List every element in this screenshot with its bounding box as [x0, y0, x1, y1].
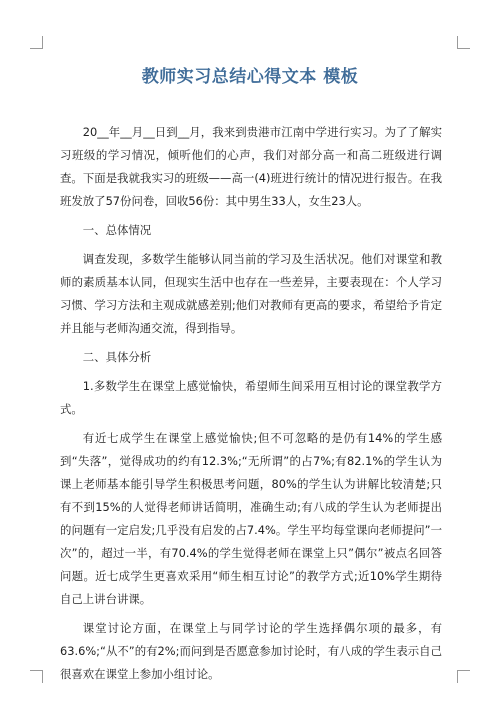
paragraph-point-1: 1.多数学生在课堂上感觉愉快，希望师生间采用互相讨论的课堂教学方式。: [60, 379, 442, 416]
section-heading-overview: 一、总体情况: [82, 223, 152, 237]
crop-mark-bottom-left: [30, 670, 43, 683]
crop-mark-top-left: [30, 36, 43, 49]
document-title: 教师实习总结心得文本 模板: [141, 67, 359, 87]
crop-mark-top-right: [457, 36, 470, 49]
paragraph-classroom-discussion: 课堂讨论方面，在课堂上与同学讨论的学生选择偶尔项的最多，有63.6%;“从不”的有2%;而问到是否愿意参加讨论时，有八成的学生表示自己很喜欢在课堂上参加小组讨论。: [60, 621, 442, 681]
crop-mark-bottom-right: [457, 670, 470, 683]
paragraph-classroom-feelings: 有近七成学生在课堂上感觉愉快;但不可忽略的是仍有14%的学生感到“失落”，觉得成功的约有12.3%;“无所谓”的占7%;有82.1%的学生认为课上老师基本能引导学生积极思考问题，80%的学生认为讲解比较清楚;只有不到15%的人觉得老师讲话简明，准确生动;有八成的学生认为老师提出的问题有一定启发;几乎没有启发的占7.4%。学生平均每堂课向老师提问”一次”的，超过一半，有70.4%的学生觉得老师在课堂上只”偶尔”被点名回答问题。近七成学生更喜欢采用“师生相互讨论”的教学方式;近10%学生期待自己上讲台讲课。: [60, 431, 442, 606]
section-heading-analysis: 二、具体分析: [82, 350, 152, 364]
paragraph-intro: 20__年__月__日到__月，我来到贵港市江南中学进行实习。为了了解实习班级的学习情况，倾听他们的心声，我们对部分高一和高二班级进行调查。下面是我就我实习的班级——高一(4)班进行统计的情况进行报告。在我班发放了57份问卷，回收56份：其中男生33人，女生23人。: [60, 125, 442, 208]
paragraph-overview: 调查发现，多数学生能够认同当前的学习及生活状况。他们对课堂和教师的素质基本认同，但现实生活中也存在一些差异，主要表现在：个人学习习惯、学习方法和主观成就感差别;他们对教师有更高的要求，希望给予肯定并且能与老师沟通交流，得到指导。: [60, 252, 442, 335]
document-body: [60, 121, 442, 692]
